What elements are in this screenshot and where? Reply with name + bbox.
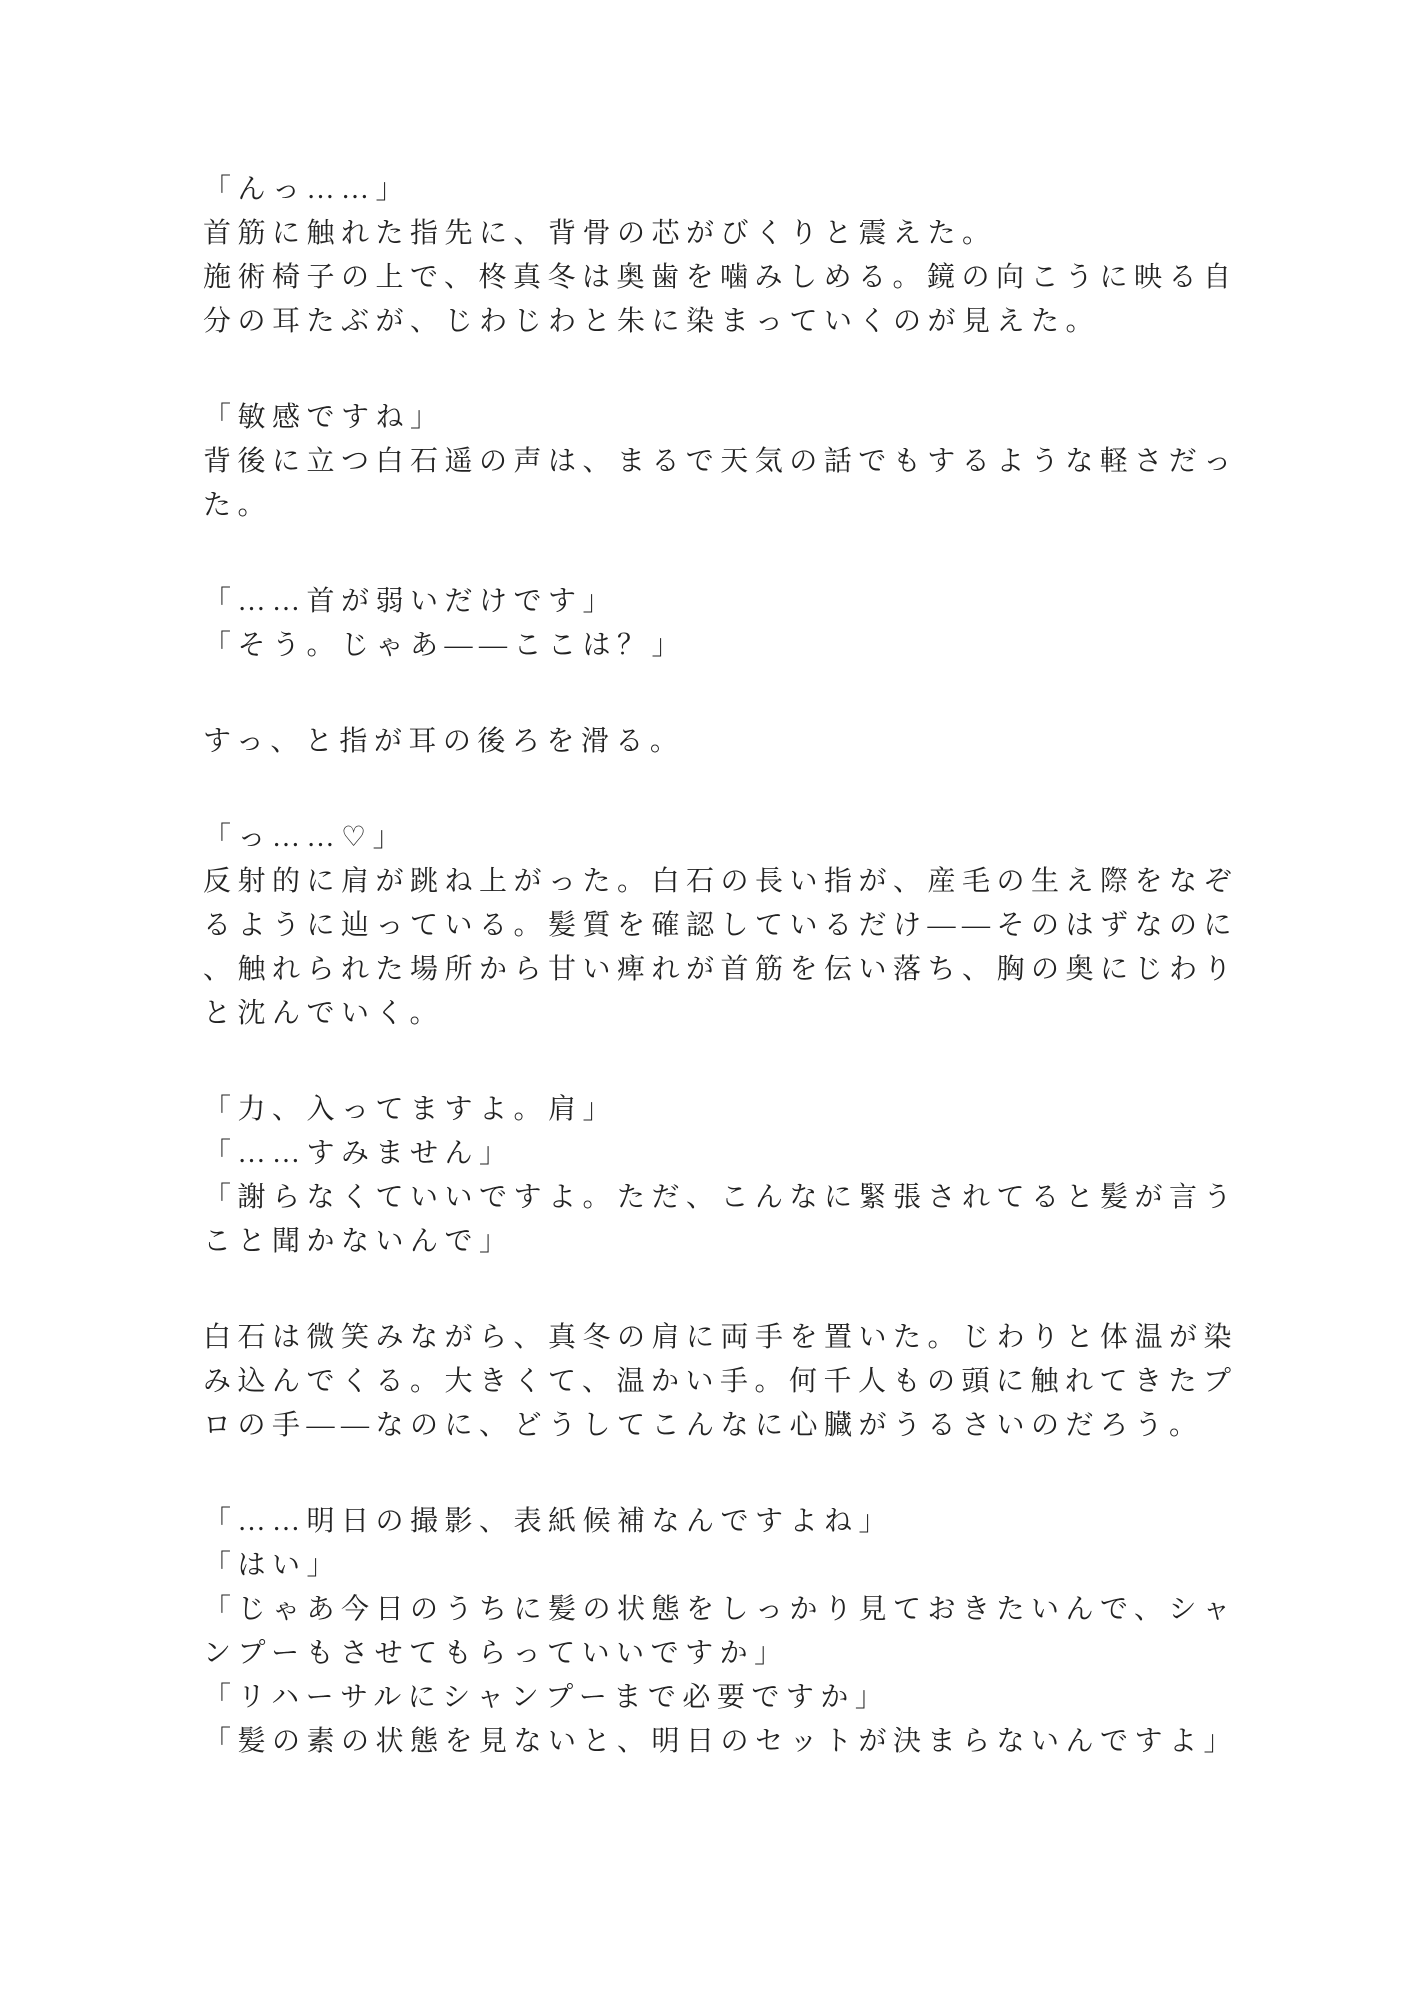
text-line: 「じゃあ今日のうちに髪の状態をしっかり見ておきたいんで、シャ [203,1594,1237,1625]
novel-text-block [203,168,1288,1764]
text-line: 「っ……♡」 [203,822,408,853]
paragraph [203,396,1288,528]
text-line: ンプーもさせてもらっていいですか」 [203,1638,789,1669]
text-line: 「……すみません」 [203,1138,514,1169]
text-line: 施術椅子の上で、柊真冬は奥歯を噛みしめる。鏡の向こうに映る自 [203,262,1238,293]
text-line: 「……首が弱いだけです」 [203,586,618,617]
text-line: 白石は微笑みながら、真冬の肩に両手を置いた。じわりと体温が染 [203,1322,1239,1353]
text-line: 「リハーサルにシャンプーまで必要ですか」 [203,1682,890,1713]
paragraph [203,1088,1288,1264]
paragraph [203,720,1288,764]
paragraph [203,1316,1288,1448]
text-line: 首筋に触れた指先に、背骨の芯がびくりと震えた。 [203,218,997,249]
text-line: と沈んでいく。 [203,998,444,1029]
text-line: 反射的に肩が跳ね上がった。白石の長い指が、産毛の生え際をなぞ [203,866,1239,897]
text-line: 「髪の素の状態を見ないと、明日のセットが決まらないんですよ」 [203,1726,1239,1757]
text-line: 、触れられた場所から甘い痺れが首筋を伝い落ち、胸の奥にじわり [203,954,1239,985]
text-line: 「……明日の撮影、表紙候補なんですよね」 [203,1506,894,1537]
text-line: すっ、と指が耳の後ろを滑る。 [203,726,685,757]
paragraph [203,580,1288,668]
text-line: 「敏感ですね」 [203,402,445,433]
text-line: 「力、入ってますよ。肩」 [203,1094,618,1125]
paragraph [203,168,1288,344]
text-line: 背後に立つ白石遥の声は、まるで天気の話でもするような軽さだっ [203,446,1238,477]
text-line: ロの手——なのに、どうしてこんなに心臓がうるさいのだろう。 [203,1410,1204,1441]
text-line: 「んっ……」 [203,174,411,205]
text-line: 「謝らなくていいですよ。ただ、こんなに緊張されてると髪が言う [203,1182,1239,1213]
text-line: 分の耳たぶが、じわじわと朱に染まっていくのが見えた。 [203,306,1101,337]
text-line: 「そう。じゃあ——ここは？」 [203,630,687,661]
text-line: こと聞かないんで」 [203,1226,514,1257]
text-line: 「はい」 [203,1550,342,1581]
text-line: み込んでくる。大きくて、温かい手。何千人もの頭に触れてきたプ [203,1366,1238,1397]
paragraph [203,1500,1288,1764]
paragraph [203,816,1288,1036]
text-line: るように辿っている。髪質を確認しているだけ——そのはずなのに [203,910,1239,941]
text-line: た。 [203,490,273,521]
